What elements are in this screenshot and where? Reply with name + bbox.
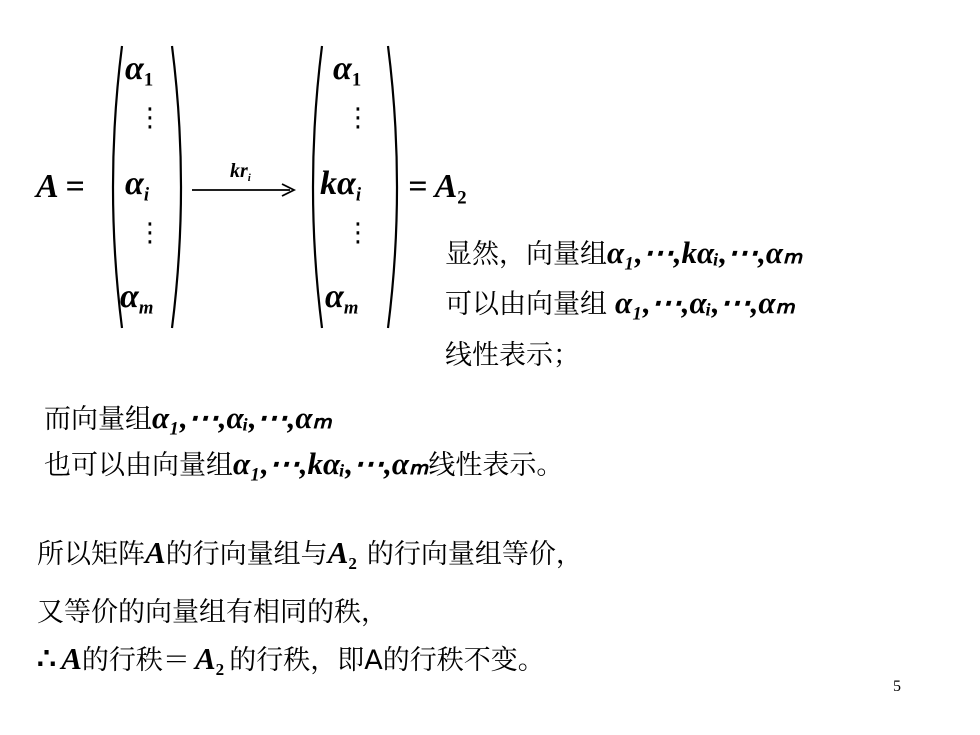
right-matrix-vdots-2: ⋮ — [345, 218, 371, 248]
conclusion-line-1: 所以矩阵A的行向量组与A2 的行向量组等价， — [37, 535, 583, 573]
arrow-label: $kr_i$ — [230, 160, 251, 184]
obviously-line-1: 显然，向量组α₁,⋯,kαᵢ,⋯,αₘ — [445, 235, 803, 270]
right-matrix-vdots-1: ⋮ — [345, 103, 371, 133]
conclusion-line-3: ∴ A的行秩＝ A2 的行秩，即A的行秩不变。 — [37, 641, 545, 679]
left-matrix-row-i: $\alpha_i$ — [125, 165, 150, 206]
left-matrix-row-1: α1 — [125, 50, 154, 91]
transform-arrow — [190, 180, 300, 200]
left-matrix-vdots-1: ⋮ — [137, 103, 163, 133]
obviously-line-3: 线性表示； — [445, 340, 580, 371]
left-matrix-row-m: $\alpha_m$ — [120, 278, 154, 319]
therefore-symbol: ∴ — [37, 643, 57, 676]
conversely-line-2: 也可以由向量组α₁,⋯,kαᵢ,⋯,αₘ线性表示。 — [44, 446, 564, 481]
conclusion-line-2: 又等价的向量组有相同的秩， — [37, 597, 388, 628]
right-matrix-row-m: $\alpha_m$ — [325, 278, 359, 319]
page-number: 5 — [893, 678, 901, 695]
obviously-line-2: 可以由向量组 α₁,⋯,αᵢ,⋯,αₘ — [445, 285, 795, 320]
right-matrix-row-i: $k\alpha_i$ — [320, 165, 362, 206]
A-equals-label: A = — [36, 168, 85, 205]
equals-A2-label: = A2 — [408, 168, 467, 209]
conversely-line-1: 而向量组α₁,⋯,αᵢ,⋯,αₘ — [44, 400, 332, 435]
right-matrix-row-1: α1 — [333, 50, 362, 91]
left-matrix-vdots-2: ⋮ — [137, 218, 163, 248]
